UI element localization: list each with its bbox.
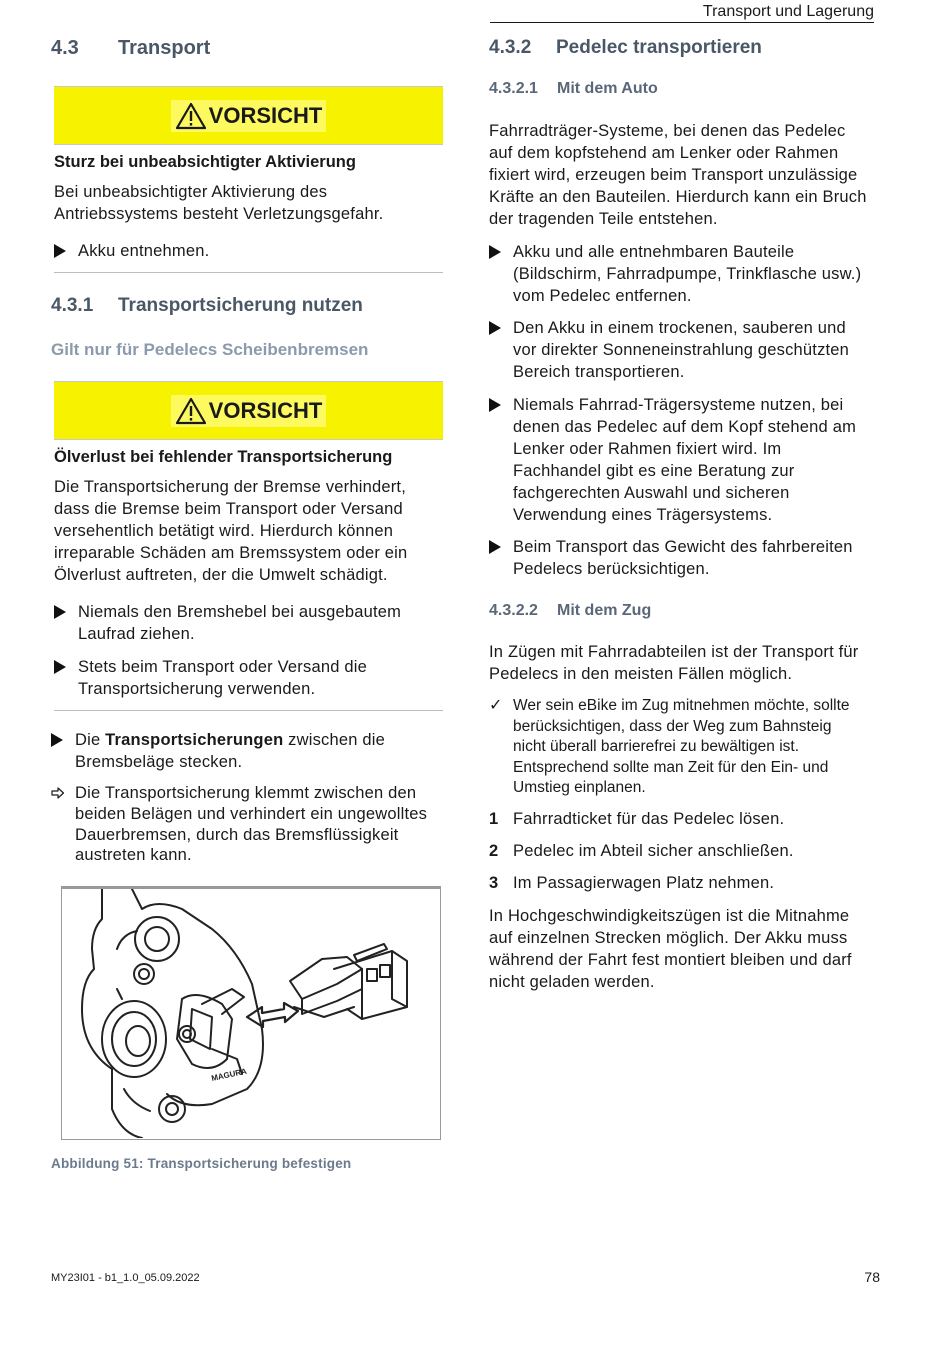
text-line: Bereich transportieren. (513, 363, 685, 381)
text-line: In Zügen mit Fahrradabteilen ist der Transport für (489, 643, 859, 661)
action-arrow-icon (489, 398, 501, 412)
text-line: nicht geladen werden. (489, 973, 655, 991)
text-line: Transportsicherung verwenden. (78, 680, 316, 698)
text-line: versehentlich betätigt wird. Hierdurch können (54, 522, 394, 540)
caution-box-2 (54, 381, 443, 586)
warning-triangle-icon (175, 102, 207, 130)
caution-action (54, 656, 367, 700)
caution-label-text: VORSICHT (208, 397, 323, 423)
subsubsection-heading-car (489, 80, 658, 98)
text-line: auf dem kopfstehend am Lenker oder Rahmen (489, 144, 839, 162)
precondition-item (489, 696, 850, 799)
step-number: 3 (489, 874, 499, 892)
car-intro-paragraph (489, 120, 867, 230)
car-action (489, 241, 861, 307)
caution-box-1 (54, 86, 443, 225)
car-action (489, 317, 849, 383)
subsection-heading-4-3-2 (489, 37, 762, 59)
text-line: Die Transportsicherung klemmt zwischen den (75, 784, 417, 802)
footer-doc-id: MY23I01 - b1_1.0_05.09.2022 (51, 1272, 200, 1284)
warning-triangle-icon (175, 397, 207, 425)
text-line: Bei unbeabsichtigter Aktivierung des (54, 183, 328, 201)
caution-text (54, 181, 443, 225)
step-text: Fahrradticket für das Pedelec lösen. (513, 810, 785, 828)
subsection-title: Pedelec transportieren (556, 37, 762, 58)
text-line: auf einzelnen Strecken möglich. Der Akku muss (489, 929, 848, 947)
text-line: Bremsbeläge stecken. (75, 753, 243, 771)
text-line: In Hochgeschwindigkeitszügen ist die Mitnahme (489, 907, 850, 925)
text-line: Den Akku in einem trockenen, sauberen und (513, 319, 846, 337)
page-number: 78 (864, 1269, 880, 1285)
text-span: Die (75, 731, 106, 749)
text-line: während der Fahrt fest montiert bleiben und darf (489, 951, 852, 969)
numbered-step (489, 872, 774, 894)
text-line: Niemals den Bremshebel bei ausgebautem (78, 603, 402, 621)
figure-brake-caliper (61, 886, 441, 1140)
caution-banner (54, 86, 443, 145)
text-line: fixiert wird, erzeugen beim Transport unzulässige (489, 166, 858, 184)
caution-banner (54, 381, 443, 440)
text-line: Ölverlust auftreten, der die Umwelt schädigt. (54, 566, 388, 584)
car-action (489, 394, 856, 526)
text-line: Pedelecs in den meisten Fällen möglich. (489, 665, 793, 683)
step-number: 1 (489, 810, 499, 828)
text-line: der tragenden Teile entstehen. (489, 210, 718, 228)
checkmark-icon: ✓ (489, 697, 503, 714)
text-line: Fachhandel gibt es eine Beratung zur (513, 462, 795, 480)
text-line: Dauerbremsen, durch das Bremsflüssigkeit (75, 825, 399, 844)
subsubsection-number: 4.3.2.1 (489, 80, 538, 97)
text-line: nicht überall barrierefrei zu bewältigen ist. (513, 738, 800, 755)
step-number: 2 (489, 842, 499, 860)
caution-text (54, 476, 443, 586)
text-line: Wer sein eBike im Zug mitnehmen möchte, sollte (513, 697, 850, 714)
caution-action (54, 601, 401, 645)
instruction-result (51, 783, 427, 866)
section-heading-4-3 (51, 37, 210, 60)
step-text: Pedelec im Abteil sicher anschließen. (513, 842, 794, 860)
result-arrow-icon (51, 786, 65, 800)
subsubsection-title: Mit dem Zug (557, 602, 652, 619)
action-arrow-icon (54, 244, 66, 258)
text-line: Pedelecs berücksichtigen. (513, 560, 710, 578)
caution-divider (54, 272, 443, 273)
subsubsection-number: 4.3.2.2 (489, 602, 538, 619)
text-line: (Bildschirm, Fahrradpumpe, Trinkflasche usw.) (513, 265, 862, 283)
caution-label-text: VORSICHT (208, 102, 323, 128)
caliper-part-marking: MAGURA (210, 1066, 248, 1083)
text-line: irreparable Schäden am Bremssystem oder ein (54, 544, 408, 562)
step-text: Im Passagierwagen Platz nehmen. (513, 874, 775, 892)
text-line: Die Transportsicherung der Bremse verhindert, (54, 478, 406, 496)
section-title: Transport (118, 37, 211, 59)
train-outro-paragraph (489, 905, 852, 993)
subsection-heading-4-3-1 (51, 295, 363, 317)
text-line: Stets beim Transport oder Versand die (78, 658, 367, 676)
text-line: berücksichtigen, dass der Weg zum Bahnsteig (513, 717, 832, 735)
caution-label (171, 100, 327, 132)
caution-action (54, 240, 209, 264)
text-line: dass die Bremse beim Transport oder Versand (54, 500, 403, 518)
text-line: vom Pedelec entfernen. (513, 287, 692, 305)
text-line: Laufrad ziehen. (78, 625, 195, 643)
text-line: Antriebssystems besteht Verletzungsgefahr. (54, 205, 384, 223)
text-span: zwischen die (283, 731, 386, 749)
subsubsection-title: Mit dem Auto (557, 80, 658, 97)
text-line: Beim Transport das Gewicht des fahrbereiten (513, 538, 853, 556)
text-line: austreten kann. (75, 846, 192, 865)
action-arrow-icon (489, 245, 501, 259)
text-line: Niemals Fahrrad-Trägersysteme nutzen, bei (513, 396, 844, 414)
figure-caption: Abbildung 51: Transportsicherung befestigen (51, 1156, 352, 1171)
text-line: Kräfte an den Bauteilen. Hierdurch kann ein Bruch (489, 188, 867, 206)
caution-title: Sturz bei unbeabsichtigter Aktivierung (54, 153, 356, 171)
action-arrow-icon (489, 321, 501, 335)
subsection-number: 4.3.1 (51, 295, 94, 316)
action-arrow-icon (54, 605, 66, 619)
caution-label (171, 395, 327, 427)
text-line: denen das Pedelec auf dem Kopf stehend am (513, 418, 857, 436)
caution-divider (54, 710, 443, 711)
text-line: Akku und alle entnehmbaren Bauteile (513, 243, 795, 261)
text-line: Lenker oder Rahmen fixiert wird. Im (513, 440, 782, 458)
instruction-step (51, 729, 385, 773)
text-span-bold: Transportsicherungen (105, 731, 284, 749)
running-header-title: Transport und Lagerung (702, 3, 874, 20)
text-line: beiden Belägen und verhindert ein ungewolltes (75, 804, 428, 823)
action-arrow-icon (54, 660, 66, 674)
section-number: 4.3 (51, 37, 79, 59)
subsection-title: Transportsicherung nutzen (118, 295, 363, 316)
action-arrow-icon (51, 733, 63, 747)
numbered-step (489, 808, 784, 830)
train-intro-paragraph (489, 641, 859, 685)
text-line: Fahrradträger-Systeme, bei denen das Pedelec (489, 122, 846, 140)
subsubsection-heading-train (489, 602, 651, 620)
applies-note: Gilt nur für Pedelecs Scheibenbremsen (51, 340, 369, 359)
text-line: vor direkter Sonneneinstrahlung geschützten (513, 341, 850, 359)
text-line: Entsprechend sollte man Zeit für den Ein- und (513, 758, 829, 776)
action-arrow-icon (489, 540, 501, 554)
text-line: Umstieg einplanen. (513, 779, 646, 796)
action-text: Akku entnehmen. (78, 242, 210, 260)
text-line: Verwendung eines Trägersystems. (513, 506, 773, 524)
subsection-number: 4.3.2 (489, 37, 532, 58)
running-header (490, 2, 874, 23)
text-line: fachgerechten Auswahl und sicheren (513, 484, 790, 502)
caution-title: Ölverlust bei fehlender Transportsicherung (54, 448, 393, 466)
text-line (75, 729, 385, 751)
numbered-step (489, 840, 794, 862)
brake-caliper-illustration (62, 889, 439, 1138)
car-action (489, 536, 853, 580)
